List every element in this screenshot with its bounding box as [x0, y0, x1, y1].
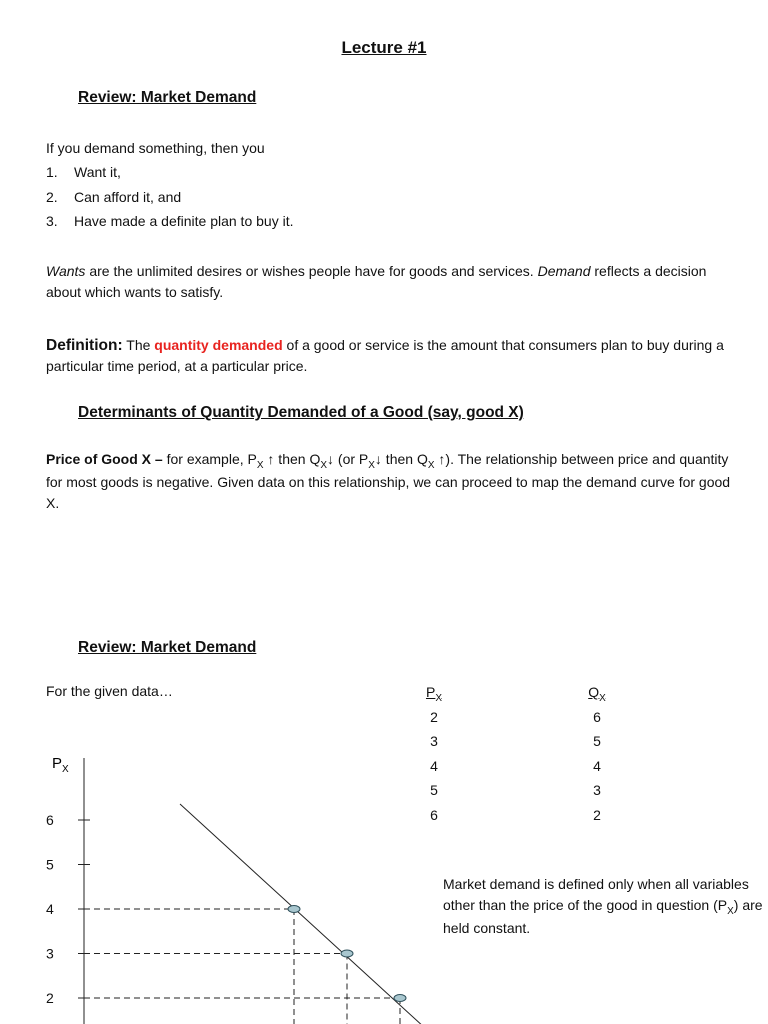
- section-heading-market-demand-2: Review: Market Demand: [78, 639, 257, 656]
- section-heading-determinants: Determinants of Quantity Demanded of a Good (say, good X): [78, 404, 524, 421]
- qx-cell: 2: [593, 806, 601, 823]
- definition-pre: The: [122, 337, 155, 353]
- price-text: ↑). The relationship between price and quantity for most goods is negative. Given data on this relationship, we can proceed to map the demand curve for good X.: [46, 451, 731, 511]
- px-cell: 2: [430, 708, 438, 725]
- wants-paragraph: [46, 261, 736, 303]
- definition-label: Definition:: [46, 337, 123, 354]
- demand-curve: [180, 804, 425, 1024]
- px-header: $P_X$: [425, 684, 442, 704]
- list-number: 2.: [46, 189, 58, 205]
- list-item: [46, 189, 181, 205]
- y-tick-label: 2: [46, 990, 54, 1006]
- y-tick-label: 4: [46, 901, 54, 917]
- qx-cell: 3: [593, 782, 601, 798]
- market-demand-note: Market demand is defined only when all variables other than the price of the good in question $(P_X)$ are held constant.: [443, 876, 763, 936]
- y-tick-label: 5: [46, 856, 54, 873]
- demand-word: Demand: [537, 263, 591, 279]
- price-text: for example, P: [162, 451, 257, 467]
- subscript: X: [320, 460, 328, 471]
- wants-mid: are the unlimited desires or wishes people have for goods and services.: [85, 263, 538, 279]
- demand-point: [394, 995, 406, 1002]
- price-text: ↓ then Q: [374, 451, 428, 467]
- quantity-demanded-term: quantity demanded: [154, 337, 283, 353]
- demand-point: [341, 950, 353, 957]
- y-tick-label: 3: [46, 945, 54, 962]
- qx-cell: 5: [593, 733, 601, 749]
- list-text: Want it,: [74, 164, 121, 180]
- y-axis-label: $P_X$: [52, 755, 69, 775]
- y-tick-label: 6: [46, 812, 54, 828]
- section-heading-market-demand: Review: Market Demand: [78, 89, 257, 106]
- list-number: 1.: [46, 164, 58, 180]
- px-cell: 3: [430, 733, 438, 749]
- px-cell: 4: [430, 757, 438, 774]
- list-number: 3.: [46, 213, 58, 229]
- price-paragraph: [46, 449, 736, 514]
- list-item: [46, 164, 121, 180]
- subscript: X: [256, 460, 264, 471]
- qx-cell: 4: [593, 757, 601, 774]
- definition-paragraph: [46, 335, 738, 377]
- qx-header: $Q_X$: [588, 684, 606, 704]
- px-cell: 6: [430, 806, 438, 823]
- list-item: [46, 213, 293, 229]
- demand-point: [288, 906, 300, 913]
- px-cell: 5: [430, 782, 438, 798]
- intro-text: If you demand something, then you: [46, 140, 265, 156]
- definition-post: of a good or service is the amount that consumers plan to buy during a particular time period, at a particular price.: [46, 337, 724, 374]
- list-text: Can afford it, and: [74, 189, 182, 205]
- price-label: Price of Good X –: [46, 451, 163, 467]
- page-title: Lecture #1: [341, 38, 427, 57]
- wants-end: reflects a decision about which wants to satisfy.: [46, 263, 707, 300]
- demand-curve-chart: [0, 740, 460, 1024]
- given-data-text: For the given data…: [46, 683, 173, 699]
- subscript: X: [368, 460, 375, 471]
- wants-word: Wants: [46, 263, 86, 279]
- list-text: Have made a definite plan to buy it.: [74, 213, 294, 229]
- price-text: ↑ then Q: [263, 451, 321, 467]
- qx-cell: 6: [593, 708, 601, 725]
- price-text: ↓ (or P: [327, 451, 369, 467]
- qx-column: [582, 680, 612, 827]
- subscript: X: [427, 460, 435, 471]
